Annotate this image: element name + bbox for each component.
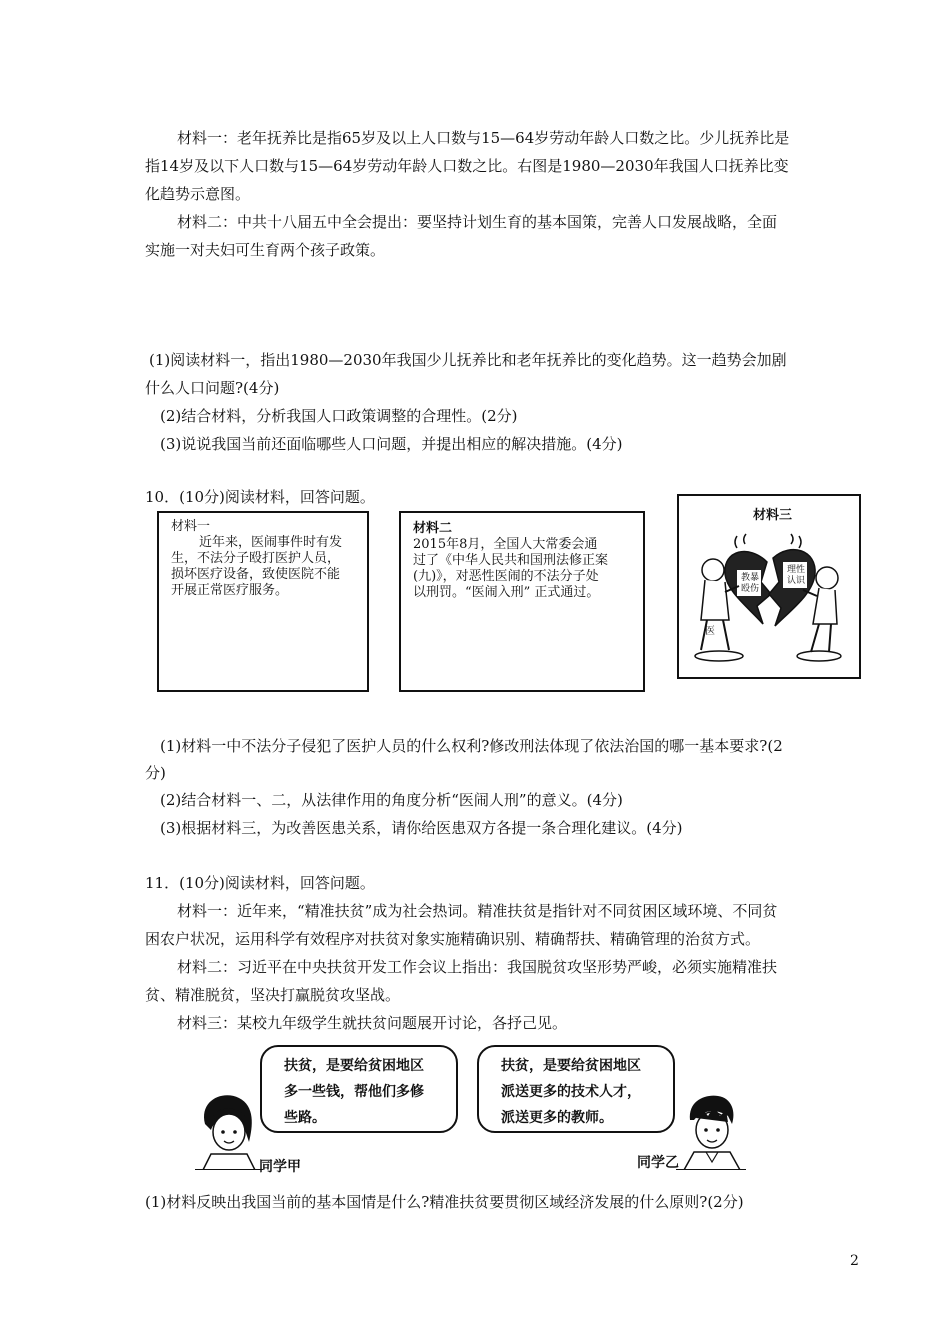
bubble-a-line1: 扶贫，是要给贫困地区 bbox=[284, 1058, 424, 1074]
student-b-label: 同学乙 bbox=[637, 1155, 679, 1171]
bubble-a-line3: 些路。 bbox=[284, 1110, 326, 1126]
q11-material2-line2: 贫、精准脱贫，坚决打赢脱贫攻坚战。 bbox=[145, 986, 401, 1004]
q10-material2-title: 材料二 bbox=[413, 521, 453, 536]
bubble-b-line3: 派送更多的教师。 bbox=[501, 1110, 613, 1126]
intro-material2-line1: 材料二：中共十八届五中全会提出：要坚持计划生育的基本国策，完善人口发展战略，全面 bbox=[177, 213, 778, 231]
intro-material1-line3: 化趋势示意图。 bbox=[145, 185, 251, 203]
q10-material3-heart-right-label: 理性 认识 bbox=[786, 565, 805, 586]
q10-sub3: (3)根据材料三，为改善医患关系，请你给医患双方各提一条合理化建议。(4分) bbox=[160, 819, 683, 837]
q10-sub1-line1: (1)材料一中不法分子侵犯了医护人员的什么权利?修改刑法体现了依法治国的哪一基本要求?(2 bbox=[160, 737, 783, 755]
q10-heading: 10．(10分)阅读材料，回答问题。 bbox=[145, 488, 375, 506]
q10-material1-line1: 近年来，医闹事件时有发 bbox=[199, 535, 343, 550]
q10-material3-title: 材料三 bbox=[753, 508, 793, 523]
q9-sub1-line2: 什么人口问题?(4分) bbox=[145, 379, 280, 397]
q11-material1-line1: 材料一：近年来，“精准扶贫”成为社会热词。精准扶贫是指针对不同贫困区域环境、不同贫 bbox=[177, 902, 778, 920]
q10-sub1-line2: 分) bbox=[145, 764, 166, 782]
q9-sub3: (3)说说我国当前还面临哪些人口问题，并提出相应的解决措施。(4分) bbox=[160, 435, 623, 453]
q9-sub2: (2)结合材料，分析我国人口政策调整的合理性。(2分) bbox=[160, 407, 518, 425]
q10-material1-line2: 生，不法分子殴打医护人员， bbox=[171, 551, 341, 566]
q11-heading: 11．(10分)阅读材料，回答问题。 bbox=[145, 874, 375, 892]
q10-sub2: (2)结合材料一、二，从法律作用的角度分析“医闹人刑”的意义。(4分) bbox=[160, 791, 623, 809]
q10-material1-line3: 损坏医疗设备，致使医院不能 bbox=[171, 567, 341, 582]
q10-material2-box bbox=[399, 511, 645, 692]
broken-heart-cartoon-icon bbox=[679, 496, 859, 677]
student-b-speech-bubble bbox=[477, 1045, 675, 1133]
q11-material2-line1: 材料二：习近平在中央扶贫开发工作会议上指出：我国脱贫攻坚形势严峻，必须实施精准扶 bbox=[177, 958, 778, 976]
q10-material3-doctor-label: 医 bbox=[705, 626, 715, 637]
page-number: 2 bbox=[850, 1253, 859, 1269]
bubble-b-line2: 派送更多的技术人才， bbox=[501, 1084, 641, 1100]
q10-material3-heart-left-label: 教暴 殴伤 bbox=[740, 573, 759, 594]
q11-sub1: (1)材料反映出我国当前的基本国情是什么?精准扶贫要贯彻区域经济发展的什么原则?(2分) bbox=[145, 1193, 744, 1211]
q11-material1-line2: 困农户状况，运用科学有效程序对扶贫对象实施精确识别、精确帮扶、精确管理的治贫方式。 bbox=[145, 930, 761, 948]
intro-material1-line2: 指14岁及以下人口数与15—64岁劳动年龄人口数之比。右图是1980—2030年我国人口抚养比变 bbox=[145, 157, 789, 175]
intro-material1-line1: 材料一：老年抚养比是指65岁及以上人口数与15—64岁劳动年龄人口数之比。少儿抚养比是 bbox=[177, 129, 790, 147]
q9-sub1-line1: (1)阅读材料一，指出1980—2030年我国少儿抚养比和老年抚养比的变化趋势。这一趋势会加剧 bbox=[149, 351, 787, 369]
q11-material3: 材料三：某校九年级学生就扶贫问题展开讨论，各抒己见。 bbox=[177, 1014, 568, 1032]
q10-material2-line4: 以刑罚。“医闹入刑” 正式通过。 bbox=[413, 585, 600, 600]
q10-material1-box bbox=[157, 511, 369, 692]
student-b-boy-icon bbox=[676, 1090, 746, 1170]
q10-material1-title: 材料一 bbox=[171, 519, 211, 534]
student-a-speech-bubble bbox=[260, 1045, 458, 1133]
q10-material2-line1: 2015年8月，全国人大常委会通 bbox=[413, 537, 598, 552]
q10-material3-box bbox=[677, 494, 861, 679]
student-a-girl-icon bbox=[193, 1090, 263, 1170]
q10-material2-line3: (九)》，对恶性医闹的不法分子处 bbox=[413, 569, 599, 584]
q10-material2-line2: 过了《中华人民共和国刑法修正案 bbox=[413, 553, 609, 568]
student-a-label: 同学甲 bbox=[259, 1159, 301, 1175]
bubble-b-line1: 扶贫，是要给贫困地区 bbox=[501, 1058, 641, 1074]
intro-material2-line2: 实施一对夫妇可生育两个孩子政策。 bbox=[145, 241, 386, 259]
bubble-a-line2: 多一些钱，帮他们多修 bbox=[284, 1084, 424, 1100]
q10-material1-line4: 开展正常医疗服务。 bbox=[171, 583, 289, 598]
